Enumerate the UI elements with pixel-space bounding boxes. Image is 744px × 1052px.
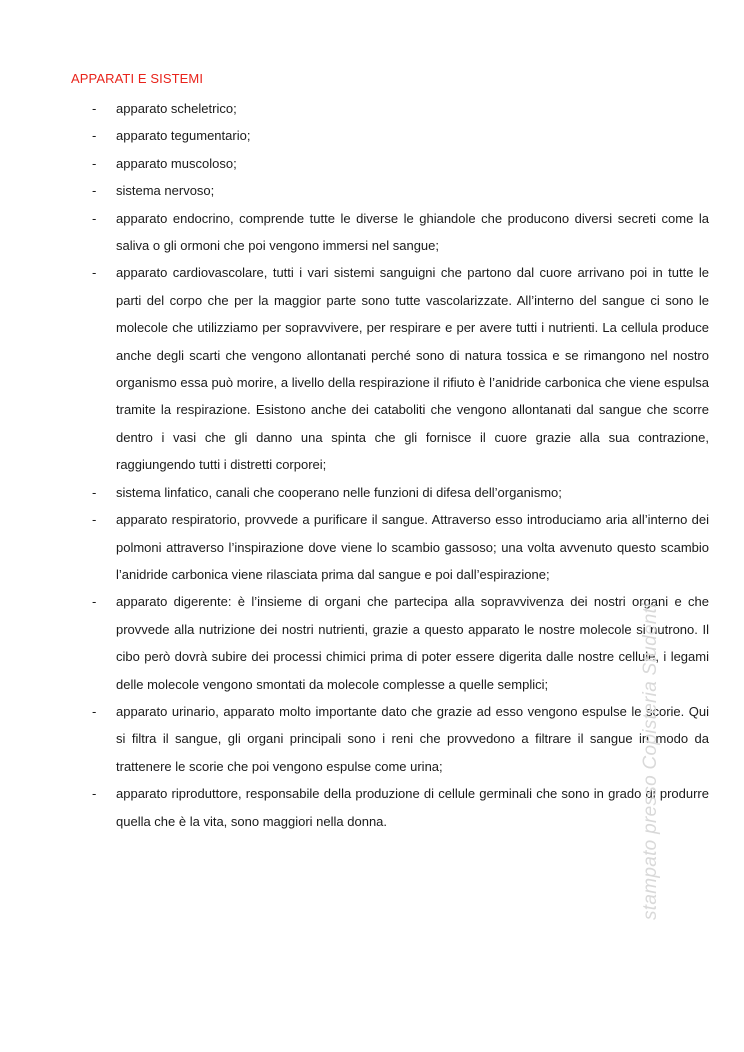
bullet-dash: - <box>92 128 97 144</box>
list-item <box>0 698 709 780</box>
list-item-text: apparato riproduttore, responsabile della produzione di cellule germinali che sono in grado di produrre quella che è la vita, sono maggiori nella donna. <box>116 786 709 829</box>
bullet-dash: - <box>92 265 97 281</box>
list-item <box>0 259 709 478</box>
list-item-text: apparato muscoloso; <box>116 155 237 171</box>
bullet-dash: - <box>92 101 97 116</box>
list-item-text: apparato respiratorio, provvede a purificare il sangue. Attraverso esso introduciamo aria all’interno dei polmoni attraverso l’inspirazione dove viene lo scambio gassoso; una volta avvenuto questo scambio l’anidride carbonica viene rilasciata prima dal sangue e poi dall’espirazione; <box>116 512 709 582</box>
watermark-text: stampato presso Copisteria Studenti <box>640 603 661 920</box>
bullet-dash: - <box>92 512 97 528</box>
bullet-dash: - <box>92 786 97 802</box>
bullet-dash: - <box>92 210 97 226</box>
list-item-text: sistema linfatico, canali che cooperano nelle funzioni di difesa dell’organismo; <box>116 484 562 500</box>
bullet-dash: - <box>92 703 97 719</box>
list-item-text: apparato scheletrico; <box>116 101 237 116</box>
list-item <box>0 205 709 260</box>
list-item-text: apparato cardiovascolare, tutti i vari sistemi sanguigni che partono dal cuore arrivano poi in tutte le parti del corpo che per la maggior parte sono tutte vascolarizzate. All’interno del sangue ci sono le molecole che utilizziamo per sopravvivere, per respirare e per avere tutti i nutrienti. La cellula produce anche degli scarti che vengono allontanati perché sono di natura tossica e se rimangono nel nostro organismo essa può morire, a livello della respirazione il rifiuto è l’anidride carbonica che viene espulsa tramite la respirazione. Esistono anche dei cataboliti che vengono allontanati dal sangue che scorre dentro i vasi che gli danno una spinta che gli fornisce il cuore grazie alla sua contrazione, raggiungendo tutti i distretti corporei; <box>116 265 709 473</box>
bullet-dash: - <box>92 594 97 610</box>
list-item <box>0 479 709 506</box>
list-item <box>0 177 709 204</box>
bullet-dash: - <box>92 183 97 199</box>
list-item-text: sistema nervoso; <box>116 183 215 199</box>
list-item-text: apparato digerente: è l’insieme di organi che partecipa alla sopravvivenza dei nostri organi e che provvede alla nutrizione dei nostri nutrienti, grazie a questo apparato le nostre molecole si nutrono. Il cibo però dovrà subire dei processi chimici prima di poter essere digerita dalle nostre cellule, i legami delle molecole vengono smontati da molecole complesse a quelle semplici; <box>116 594 709 692</box>
list-item <box>0 506 709 588</box>
organ-systems-list <box>0 95 744 835</box>
list-item <box>0 122 709 149</box>
list-item-text: apparato endocrino, comprende tutte le diverse le ghiandole che producono diversi secreti come la saliva o gli ormoni che poi vengono immersi nel sangue; <box>116 210 709 254</box>
list-item-text: apparato urinario, apparato molto importante dato che grazie ad esso vengono espulse le scorie. Qui si filtra il sangue, gli organi principali sono i reni che provvedono a filtrare il sangue in modo da trattenere le scorie che poi vengono espulse come urina; <box>116 703 709 774</box>
bullet-dash: - <box>92 484 97 500</box>
list-item-text: apparato tegumentario; <box>116 128 251 144</box>
section-heading: APPARATI E SISTEMI <box>71 71 204 86</box>
list-item <box>0 150 709 177</box>
list-item <box>0 780 709 835</box>
list-item <box>0 588 709 698</box>
bullet-dash: - <box>92 155 97 171</box>
list-item <box>0 95 709 122</box>
